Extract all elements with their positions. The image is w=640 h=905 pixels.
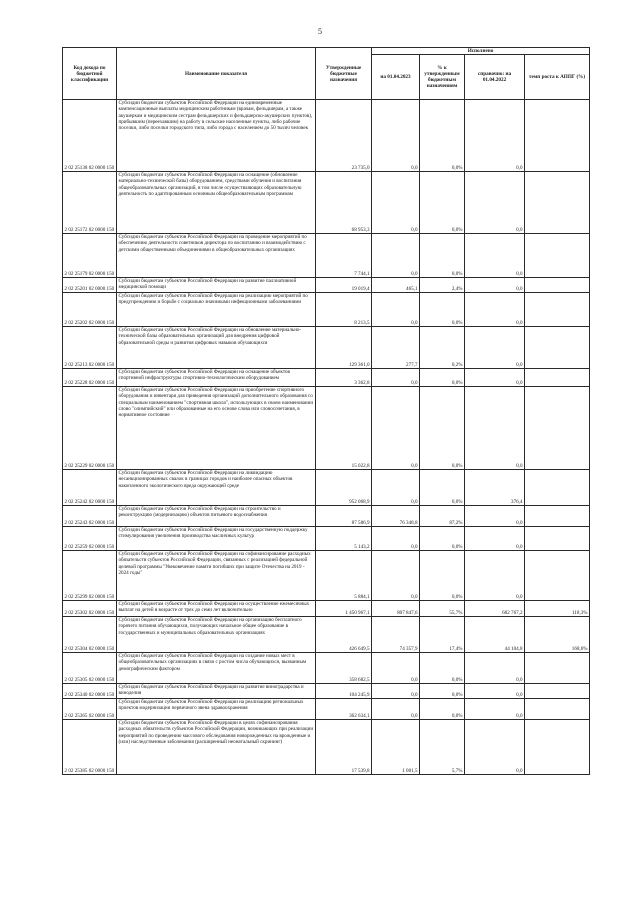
row-name: Субсидии бюджетам субъектов Российской Федерации на строительство и реконструкцию (модернизацию) объектов питьевого водоснабжения <box>117 506 316 527</box>
row-code: 2 02 25179 02 0000 150 <box>63 234 117 278</box>
row-approved: 952 068,9 <box>316 470 372 506</box>
row-percent: 0,0% <box>420 653 465 684</box>
row-reference: 0,0 <box>465 653 525 684</box>
table-row <box>63 470 590 506</box>
row-code: 2 02 25242 02 0000 150 <box>63 470 117 506</box>
row-name: Субсидии бюджетам субъектов Российской Федерации на проведение мероприятий по обеспечению деятельности советников директора по воспитанию и взаимодействию с детскими общественными объединениями в общеобразовательных организациях <box>117 234 316 278</box>
row-executed: 0,0 <box>372 470 420 506</box>
row-code: 2 02 25228 02 0000 150 <box>63 369 117 387</box>
row-reference: 0,0 <box>465 527 525 551</box>
row-executed: 74 357,9 <box>372 617 420 653</box>
row-approved: 19 019,4 <box>316 278 372 293</box>
table-row <box>63 293 590 327</box>
row-code: 2 02 25243 02 0000 150 <box>63 506 117 527</box>
table-row <box>63 617 590 653</box>
row-growth <box>525 234 590 278</box>
row-percent: 0,0% <box>420 470 465 506</box>
row-percent: 0,0% <box>420 369 465 387</box>
row-name: Субсидии бюджетам субъектов Российской Федерации на ликвидацию несанкционированных свалок в границах городов и наиболее опасных объектов накопленного экологического вреда окружающей среде <box>117 470 316 506</box>
row-executed: 0,0 <box>372 653 420 684</box>
table-row <box>63 653 590 684</box>
row-name: Субсидии бюджетам субъектов Российской Федерации на реализацию региональных проектов модернизации первичного звена здравоохранения <box>117 699 316 720</box>
row-name: Субсидии бюджетам субъектов Российской Федерации на приобретение спортивного оборудования и инвентаря для приведения организаций дополнительного образования со специальным наименованием "спортивная школа", использующих в своем наименовании слово "олимпийский" или образованные на его основе слова или словосочетания, в нормативное состояние <box>117 387 316 470</box>
row-name: Субсидии бюджетам субъектов Российской Федерации на оснащение (обновление материально-технической базы) оборудованием, средствами обучения и воспитания общеобразовательных организаций, в том числе осуществляющих образовательную деятельность по адаптированным основным общеобразовательным программам <box>117 172 316 234</box>
row-growth <box>525 527 590 551</box>
header-approved: Утвержденные бюджетные назначения <box>316 48 372 100</box>
row-growth <box>525 699 590 720</box>
table-row <box>63 699 590 720</box>
table-row <box>63 551 590 601</box>
row-growth <box>525 653 590 684</box>
row-percent: 55,7% <box>420 601 465 617</box>
row-code: 2 02 25259 02 0000 150 <box>63 527 117 551</box>
row-name: Субсидии бюджетам субъектов Российской Федерации на развитие паллиативной медицинской помощи <box>117 278 316 293</box>
row-name: Субсидии бюджетам субъектов Российской Федерации в целях софинансирования расходных обязательств субъектов Российской Федерации, возникающих при реализации мероприятий по проведению массового обследования новорожденных на врожденные и (или) наследственные заболевания (расширенный неонатальный скрининг) <box>117 720 316 775</box>
row-percent: 5,7% <box>420 720 465 775</box>
table-row <box>63 278 590 293</box>
row-approved: 17 539,8 <box>316 720 372 775</box>
row-growth <box>525 720 590 775</box>
header-code: Код дохода по бюджетной классификации <box>63 48 117 100</box>
row-code: 2 02 25229 02 0000 150 <box>63 387 117 470</box>
header-executed: на 01.04.2023 <box>372 55 420 100</box>
row-name: Субсидии бюджетам субъектов Российской Федерации на обновление материально-технической базы образовательных организаций для внедрения цифровой образовательной среды и развития цифровых навыков обучающихся <box>117 327 316 369</box>
row-approved: 104 245,9 <box>316 684 372 699</box>
row-reference: 0,0 <box>465 234 525 278</box>
table-row <box>63 387 590 470</box>
row-percent: 0,0% <box>420 293 465 327</box>
row-name: Субсидии бюджетам субъектов Российской Федерации на софинансирование расходных обязательств субъектов Российской Федерации, связанных с реализацией федеральной целевой программы "Увековечение памяти погибших при защите Отечества на 2019 - 2024 годы" <box>117 551 316 601</box>
row-code: 2 02 25305 02 0000 150 <box>63 653 117 684</box>
page-number: 5 <box>318 27 322 36</box>
header-growth: темп роста к АППГ (%) <box>525 55 590 100</box>
row-reference: 0,0 <box>465 506 525 527</box>
table-row <box>63 527 590 551</box>
row-executed: 0,0 <box>372 387 420 470</box>
row-reference: 0,0 <box>465 387 525 470</box>
row-executed: 0,0 <box>372 527 420 551</box>
row-approved: 8 213,5 <box>316 293 372 327</box>
row-approved: 68 953,3 <box>316 172 372 234</box>
row-executed: 0,0 <box>372 684 420 699</box>
row-executed: 1 001,5 <box>372 720 420 775</box>
row-growth <box>525 100 590 172</box>
row-reference: 0,0 <box>465 720 525 775</box>
row-approved: 5 884,1 <box>316 551 372 601</box>
row-approved: 362 634,1 <box>316 699 372 720</box>
row-approved: 5 143,2 <box>316 527 372 551</box>
row-code: 2 02 25340 02 0000 150 <box>63 684 117 699</box>
table-row <box>63 234 590 278</box>
row-executed: 0,0 <box>372 551 420 601</box>
row-name: Субсидии бюджетам субъектов Российской Федерации на государственную поддержку стимулирования увеличения производства масличных культур <box>117 527 316 551</box>
row-code: 2 02 25213 02 0000 150 <box>63 327 117 369</box>
table-row <box>63 601 590 617</box>
row-executed: 0,0 <box>372 369 420 387</box>
row-code: 2 02 25172 02 0000 150 <box>63 172 117 234</box>
row-reference: 0,0 <box>465 293 525 327</box>
row-executed: 0,0 <box>372 100 420 172</box>
row-growth <box>525 506 590 527</box>
row-growth <box>525 327 590 369</box>
row-name: Субсидии бюджетам субъектов Российской Федерации на единовременные компенсационные выплаты медицинским работникам (врачам, фельдшерам, а также акушеркам и медицинским сестрам фельдшерских и фельдшерско-акушерских пунктов), прибывшим (переехавшим) на работу в сельские населенные пункты, либо рабочие поселки, либо поселки городского типа, либо города с населением до 50 тысяч человек <box>117 100 316 172</box>
row-growth <box>525 551 590 601</box>
row-growth <box>525 684 590 699</box>
table-body <box>63 100 590 775</box>
row-code: 2 02 25299 02 0000 150 <box>63 551 117 601</box>
row-approved: 129 361,0 <box>316 327 372 369</box>
row-executed: 807 847,6 <box>372 601 420 617</box>
row-reference: 0,0 <box>465 100 525 172</box>
row-percent: 0,0% <box>420 551 465 601</box>
row-reference: 44 104,8 <box>465 617 525 653</box>
row-percent: 0,0% <box>420 172 465 234</box>
row-executed: 0,0 <box>372 234 420 278</box>
budget-table <box>62 47 590 775</box>
row-approved: 23 735,0 <box>316 100 372 172</box>
row-percent: 0,0% <box>420 527 465 551</box>
row-growth <box>525 470 590 506</box>
row-reference: 0,0 <box>465 172 525 234</box>
row-reference: 0,0 <box>465 684 525 699</box>
table-row <box>63 720 590 775</box>
row-name: Субсидии бюджетам субъектов Российской Федерации на реализацию мероприятий по предупреждению и борьбе с социально значимыми инфекционными заболеваниями <box>117 293 316 327</box>
header-executed-group: Исполнено <box>372 48 590 55</box>
row-code: 2 02 25201 02 0000 150 <box>63 278 117 293</box>
row-name: Субсидии бюджетам субъектов Российской Федерации на создание новых мест в общеобразовательных организациях в связи с ростом числа обучающихся, вызванным демографическим фактором <box>117 653 316 684</box>
row-approved: 3 362,8 <box>316 369 372 387</box>
table-row <box>63 100 590 172</box>
row-reference: 0,0 <box>465 551 525 601</box>
row-executed: 0,0 <box>372 699 420 720</box>
table-row <box>63 369 590 387</box>
row-approved: 7 744,1 <box>316 234 372 278</box>
row-executed: 465,1 <box>372 278 420 293</box>
row-growth <box>525 293 590 327</box>
table-row <box>63 684 590 699</box>
row-reference: 0,0 <box>465 327 525 369</box>
row-reference: 0,0 <box>465 278 525 293</box>
row-percent: 2,4% <box>420 278 465 293</box>
row-name: Субсидии бюджетам субъектов Российской Федерации на организацию бесплатного горячего питания обучающихся, получающих начальное общее образование в государственных и муниципальных образовательных организациях <box>117 617 316 653</box>
row-approved: 15 022,8 <box>316 387 372 470</box>
table-row <box>63 172 590 234</box>
row-reference: 0,0 <box>465 699 525 720</box>
row-growth: 168,6% <box>525 617 590 653</box>
table-header <box>63 48 590 100</box>
row-percent: 0,0% <box>420 234 465 278</box>
row-code: 2 02 25385 02 0000 150 <box>63 720 117 775</box>
row-growth <box>525 369 590 387</box>
row-code: 2 02 25304 02 0000 150 <box>63 617 117 653</box>
row-executed: 0,0 <box>372 172 420 234</box>
row-code: 2 02 25302 02 0000 150 <box>63 601 117 617</box>
row-reference: 682 767,2 <box>465 601 525 617</box>
row-percent: 0,0% <box>420 699 465 720</box>
header-reference: справочно: на 01.04.2022 <box>465 55 525 100</box>
row-growth <box>525 172 590 234</box>
row-name: Субсидии бюджетам субъектов Российской Федерации на осуществление ежемесячных выплат на детей в возрасте от трех до семи лет включительно <box>117 601 316 617</box>
row-percent: 0,0% <box>420 100 465 172</box>
row-executed: 277,7 <box>372 327 420 369</box>
header-percent: % к утвержденным бюджетным назначениям <box>420 55 465 100</box>
row-executed: 76 348,8 <box>372 506 420 527</box>
row-executed: 0,0 <box>372 293 420 327</box>
row-reference: 376,4 <box>465 470 525 506</box>
table-row <box>63 506 590 527</box>
row-name: Субсидии бюджетам субъектов Российской Федерации на оснащение объектов спортивной инфраструктуры спортивно-технологическим оборудованием <box>117 369 316 387</box>
row-approved: 426 649,5 <box>316 617 372 653</box>
row-code: 2 02 25365 02 0000 150 <box>63 699 117 720</box>
row-name: Субсидии бюджетам субъектов Российской Федерации на развитие виноградарства и виноделия <box>117 684 316 699</box>
row-growth: 118,3% <box>525 601 590 617</box>
row-approved: 87 586,9 <box>316 506 372 527</box>
row-reference: 0,0 <box>465 369 525 387</box>
header-name: Наименование показателя <box>117 48 316 100</box>
row-percent: 0,0% <box>420 387 465 470</box>
table-row <box>63 327 590 369</box>
row-approved: 358 682,5 <box>316 653 372 684</box>
row-growth <box>525 278 590 293</box>
row-approved: 1 450 967,1 <box>316 601 372 617</box>
row-percent: 17,4% <box>420 617 465 653</box>
row-percent: 0,0% <box>420 684 465 699</box>
row-percent: 87,2% <box>420 506 465 527</box>
row-percent: 0,2% <box>420 327 465 369</box>
row-growth <box>525 387 590 470</box>
row-code: 2 02 25138 02 0000 150 <box>63 100 117 172</box>
row-code: 2 02 25202 02 0000 150 <box>63 293 117 327</box>
